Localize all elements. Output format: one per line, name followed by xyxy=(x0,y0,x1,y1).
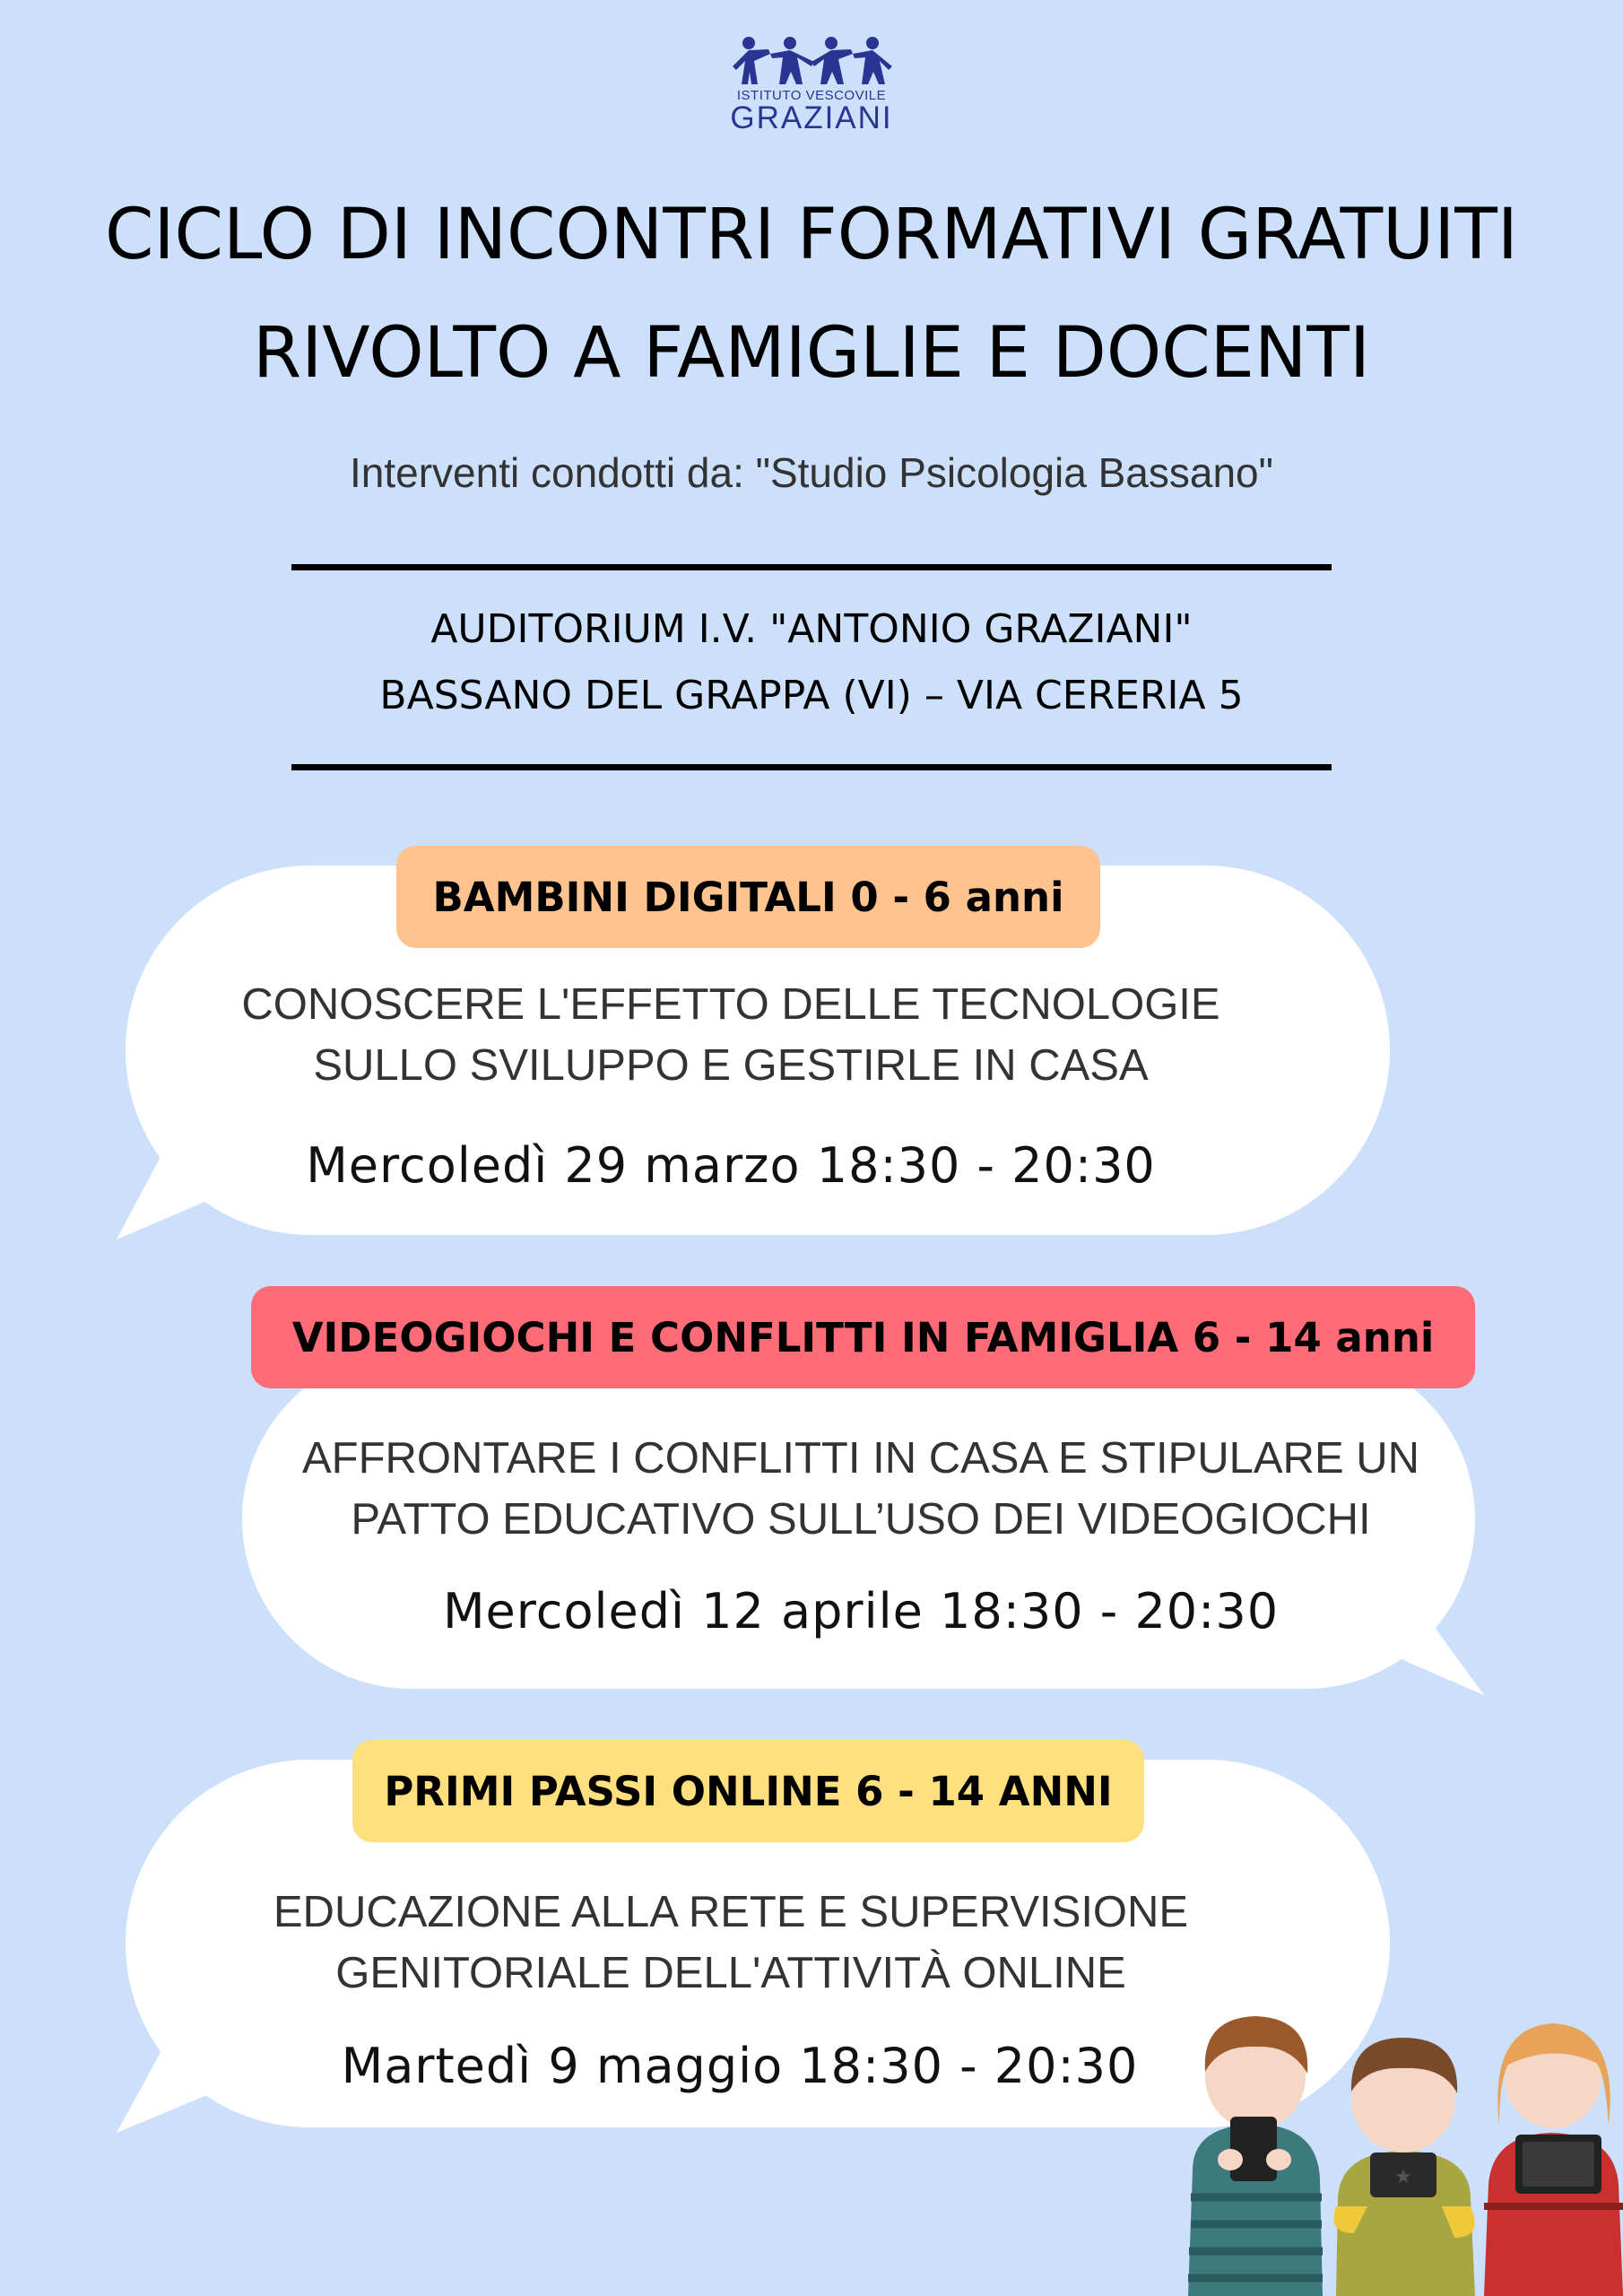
kid-1-icon xyxy=(1188,2016,1323,2296)
event-2-description xyxy=(269,1428,1453,1550)
event-2-title-badge xyxy=(251,1286,1475,1388)
event-1-title-badge xyxy=(396,846,1100,948)
venue-line-1: AUDITORIUM I.V. "ANTONIO GRAZIANI" xyxy=(430,606,1193,652)
event-3-title: PRIMI PASSI ONLINE 6 - 14 ANNI xyxy=(384,1767,1113,1815)
kid-3-icon xyxy=(1484,2023,1623,2296)
svg-text:★: ★ xyxy=(1394,2166,1412,2188)
event-2-date: Mercoledì 12 aprile 18:30 - 20:30 xyxy=(442,1583,1280,1639)
event-3-title-badge xyxy=(352,1740,1144,1842)
event-2-desc-line-1: AFFRONTARE I CONFLITTI IN CASA E STIPULARE UN xyxy=(301,1434,1420,1483)
event-1-desc-line-1: CONOSCERE L'EFFETTO DELLE TECNOLOGIE xyxy=(241,980,1220,1029)
page-subtitle: Interventi condotti da: "Studio Psicologia Bassano" xyxy=(350,449,1273,496)
event-1-desc-line-2: SULLO SVILUPPO E GESTIRLE IN CASA xyxy=(313,1041,1149,1090)
logo-title: GRAZIANI xyxy=(730,100,893,135)
event-1-title: BAMBINI DIGITALI 0 - 6 anni xyxy=(432,873,1064,921)
children-with-tablets-illustration xyxy=(1175,1991,1623,2296)
event-3-desc-line-1: EDUCAZIONE ALLA RETE E SUPERVISIONE xyxy=(273,1888,1189,1936)
event-1-date: Mercoledì 29 marzo 18:30 - 20:30 xyxy=(306,1137,1156,1194)
event-1-description xyxy=(161,974,1300,1096)
event-3-date: Martedì 9 maggio 18:30 - 20:30 xyxy=(341,2038,1139,2094)
title-line-2: RIVOLTO A FAMIGLIE E DOCENTI xyxy=(253,313,1370,394)
event-2-title: VIDEOGIOCHI E CONFLITTI IN FAMIGLIA 6 - 14 anni xyxy=(291,1313,1435,1361)
event-3-desc-line-2: GENITORIALE DELL'ATTIVITÀ ONLINE xyxy=(335,1949,1126,1997)
kid-2-icon xyxy=(1334,2038,1476,2296)
title-line-1: CICLO DI INCONTRI FORMATIVI GRATUITI xyxy=(105,195,1518,275)
event-2-desc-line-2: PATTO EDUCATIVO SULL’USO DEI VIDEOGIOCHI xyxy=(351,1495,1371,1544)
logo-subtitle: ISTITUTO VESCOVILE xyxy=(736,88,887,103)
venue-line-2: BASSANO DEL GRAPPA (VI) – VIA CERERIA 5 xyxy=(379,673,1244,718)
event-3-description xyxy=(161,1882,1300,2004)
